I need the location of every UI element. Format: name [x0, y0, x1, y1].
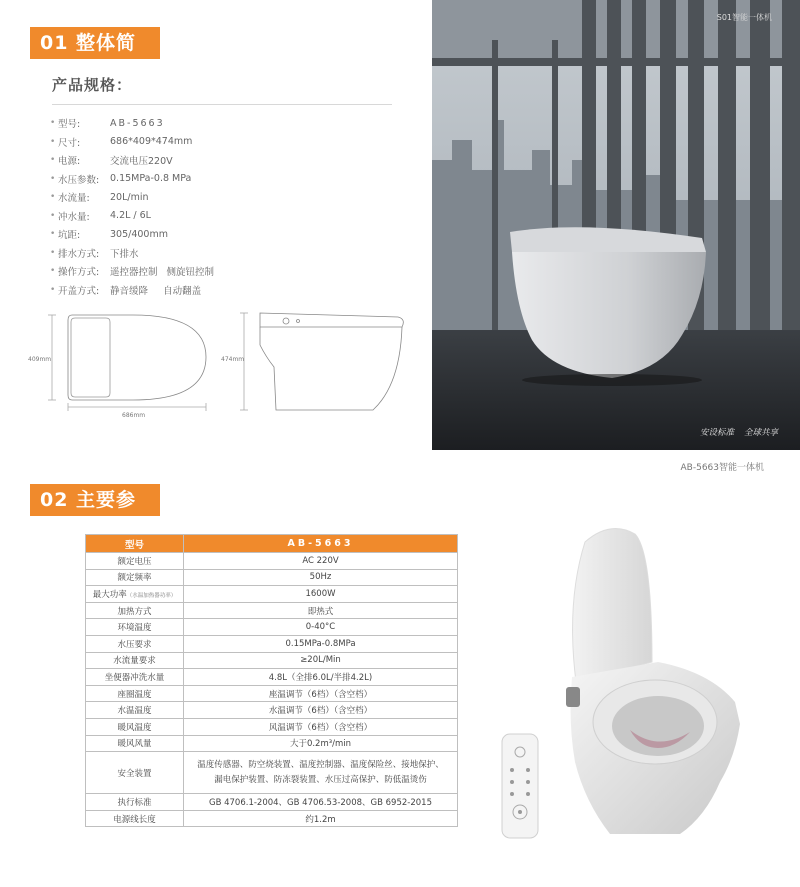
- spec-value: 静音缓降 自动翻盖: [110, 285, 202, 297]
- bullet-icon: •: [50, 229, 56, 240]
- side-view-drawing: [240, 313, 403, 410]
- spec-row: [50, 170, 390, 189]
- spec-value: 遥控器控制 侧旋钮控制: [110, 267, 215, 279]
- spec-label: 型号:: [58, 119, 81, 131]
- spec-subtitle: 产品规格：: [52, 76, 133, 94]
- param-value-line: 温度传感器、防空烧装置、温度控制器、温度保险丝、接地保护、: [197, 759, 444, 770]
- spec-value: 305/400mm: [110, 228, 168, 240]
- bullet-icon: •: [50, 136, 56, 147]
- width-dimension-label: 409mm: [28, 356, 52, 363]
- param-value: 风温调节（6档）（含空档）: [184, 718, 458, 735]
- param-value: 座温调节（6档）（含空档）: [184, 685, 458, 702]
- section-title-overview: 01 整体简介: [30, 27, 160, 59]
- param-value: [184, 752, 458, 794]
- spec-value: AB-5663: [110, 117, 165, 129]
- bullet-icon: •: [50, 284, 56, 295]
- param-label: 水流量要求: [86, 652, 184, 669]
- table-row: [86, 619, 458, 636]
- bullet-icon: •: [50, 266, 56, 277]
- param-value: 水温调节（6档）（含空档）: [184, 702, 458, 719]
- photo-caption-top: S01智能一体机: [716, 13, 772, 22]
- spec-label: 冲水量:: [58, 211, 90, 223]
- top-view-drawing: [48, 315, 206, 411]
- section-title-parameters: 02 主要参数: [30, 484, 160, 516]
- param-label: 坐便器冲洗水量: [86, 669, 184, 686]
- spec-label: 尺寸:: [58, 137, 81, 149]
- table-row: [86, 718, 458, 735]
- spec-row: [50, 281, 390, 300]
- table-row: [86, 669, 458, 686]
- param-label: 额定电压: [86, 553, 184, 570]
- param-label-with-note: [86, 586, 184, 603]
- param-value: 50Hz: [184, 569, 458, 586]
- bathroom-scene-image: [432, 0, 800, 450]
- table-header-value: AB-5663: [184, 535, 458, 553]
- spec-label: 坑距:: [58, 230, 81, 242]
- param-label: 座圈温度: [86, 685, 184, 702]
- table-row: [86, 586, 458, 603]
- photo-caption: AB-5663智能一体机: [680, 463, 764, 473]
- spec-row: [50, 225, 390, 244]
- remote-control-icon: [502, 734, 538, 838]
- param-label: 最大功率: [92, 589, 127, 600]
- param-label: 执行标准: [86, 794, 184, 811]
- spec-label: 电源:: [58, 156, 81, 168]
- table-row: [86, 685, 458, 702]
- table-row: [86, 602, 458, 619]
- param-label: 水温温度: [86, 702, 184, 719]
- spec-row: [50, 207, 390, 226]
- spec-value: 下排水: [110, 248, 139, 260]
- table-row: [86, 735, 458, 752]
- param-label: 暖风温度: [86, 718, 184, 735]
- param-value: AC 220V: [184, 553, 458, 570]
- table-row: [86, 702, 458, 719]
- spec-label: 水流量:: [58, 193, 90, 205]
- bullet-icon: •: [50, 118, 56, 129]
- length-dimension-label: 686mm: [122, 412, 146, 419]
- bullet-icon: •: [50, 210, 56, 221]
- table-row: [86, 635, 458, 652]
- param-label: 安全装置: [86, 752, 184, 794]
- spec-label: 操作方式:: [58, 267, 100, 279]
- product-open-lid-image: [480, 512, 780, 842]
- table-header-row: [86, 535, 458, 553]
- param-value-line: 漏电保护装置、防冻裂装置、水压过高保护、防低温烫伤: [214, 774, 427, 785]
- spec-value: 20L/min: [110, 191, 149, 203]
- param-label: 水压要求: [86, 635, 184, 652]
- table-header-label: 型号: [86, 535, 184, 553]
- param-value: 4.8L（全排6.0L/半排4.2L): [184, 669, 458, 686]
- param-note: （水温加热器功率）: [126, 592, 177, 599]
- bullet-icon: •: [50, 173, 56, 184]
- spec-list: [50, 114, 390, 299]
- table-row: [86, 810, 458, 827]
- bullet-icon: •: [50, 155, 56, 166]
- spec-row: [50, 114, 390, 133]
- spec-row: [50, 151, 390, 170]
- spec-value: 交流电压220V: [110, 156, 173, 168]
- param-value: 1600W: [184, 586, 458, 603]
- param-value: 即热式: [184, 602, 458, 619]
- bullet-icon: •: [50, 192, 56, 203]
- table-row: [86, 794, 458, 811]
- technical-drawing: [28, 305, 408, 420]
- spec-label: 排水方式:: [58, 248, 100, 260]
- param-label: 暖风风量: [86, 735, 184, 752]
- parameter-table: [85, 534, 458, 827]
- param-label: 加热方式: [86, 602, 184, 619]
- param-label: 额定频率: [86, 569, 184, 586]
- spec-value: 0.15MPa-0.8 MPa: [110, 173, 192, 185]
- toilet-illustration: [566, 529, 740, 834]
- caption-left: 安设标准: [699, 428, 734, 438]
- caption-right: 全球共享: [743, 428, 778, 438]
- table-row: [86, 553, 458, 570]
- spec-label: 开盖方式:: [58, 285, 100, 297]
- height-dimension-label: 474mm: [221, 356, 245, 363]
- spec-value: 686*409*474mm: [110, 136, 193, 148]
- table-row: [86, 752, 458, 794]
- spec-label: 水压参数:: [58, 174, 100, 186]
- param-label: 电源线长度: [86, 810, 184, 827]
- spec-row: [50, 133, 390, 152]
- product-lifestyle-photo: [432, 0, 800, 450]
- param-value: 约1.2m: [184, 810, 458, 827]
- spec-row: [50, 244, 390, 263]
- table-row: [86, 652, 458, 669]
- spec-row: [50, 188, 390, 207]
- param-value: GB 4706.1-2004、GB 4706.53-2008、GB 6952-2015: [184, 794, 458, 811]
- photo-caption-bottom: [700, 426, 778, 438]
- param-value: ≥20L/Min: [184, 652, 458, 669]
- spec-row: [50, 262, 390, 281]
- divider: [52, 104, 392, 105]
- table-row: [86, 569, 458, 586]
- spec-value: 4.2L / 6L: [110, 210, 151, 222]
- param-value: 大于0.2m³/min: [184, 735, 458, 752]
- bullet-icon: •: [50, 247, 56, 258]
- param-value: 0.15MPa-0.8MPa: [184, 635, 458, 652]
- param-value: 0-40°C: [184, 619, 458, 636]
- param-label: 环境温度: [86, 619, 184, 636]
